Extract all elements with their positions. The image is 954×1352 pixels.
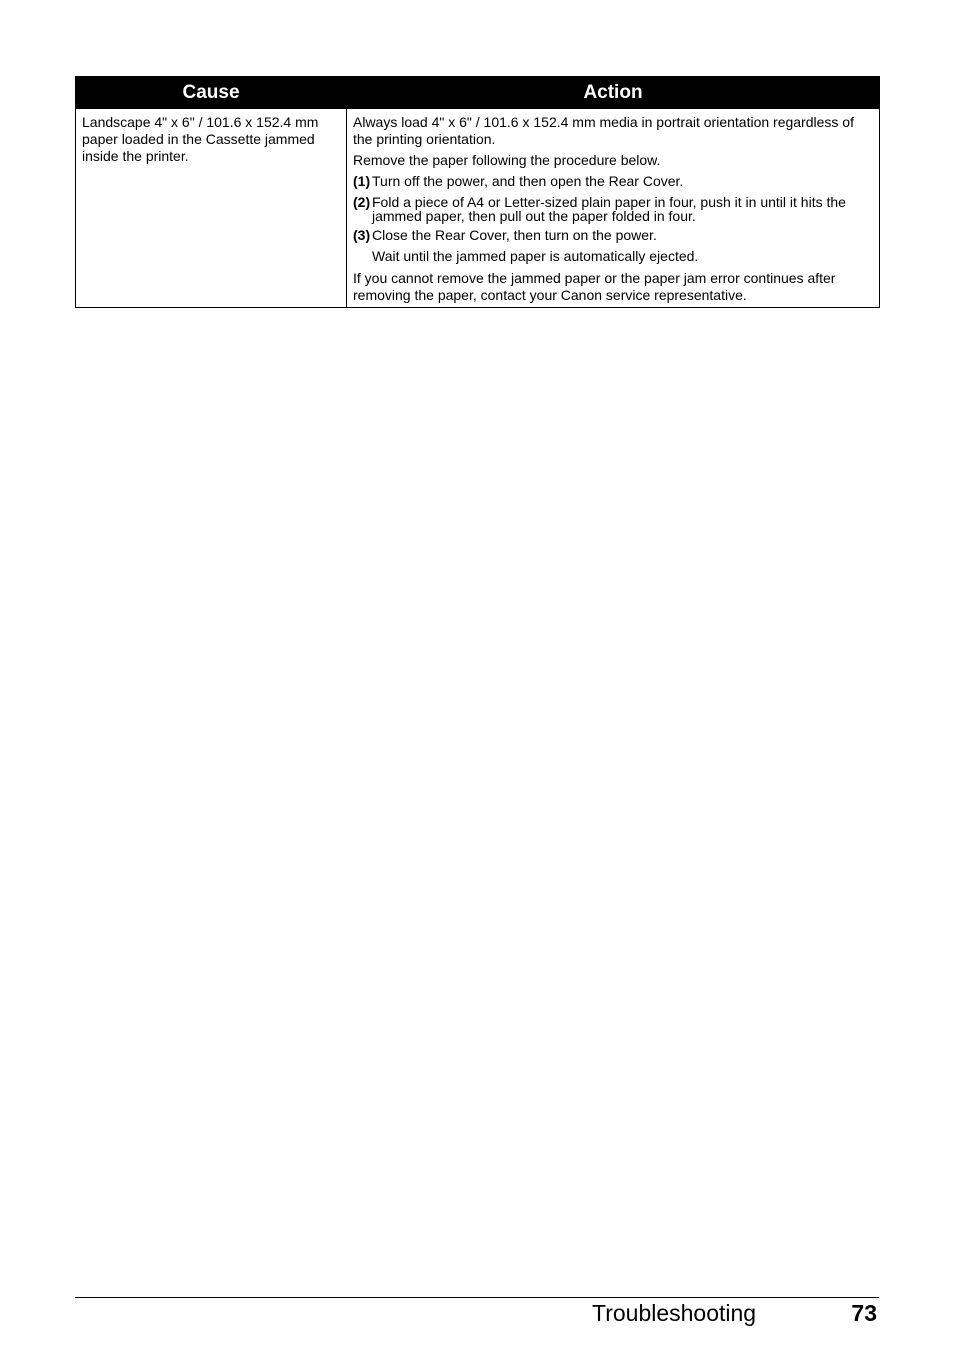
cause-cell: Landscape 4" x 6" / 101.6 x 152.4 mm paper loaded in the Cassette jammed inside the printer. [76,109,347,308]
action-outro: If you cannot remove the jammed paper or the paper jam error continues after removing the paper, contact your Canon service representative. [353,270,836,303]
step-1-number: (1) [353,173,371,189]
step-3-text: Close the Rear Cover, then turn on the power. [372,227,657,243]
action-cell [347,109,880,308]
footer-section-title: Troubleshooting [592,1300,757,1326]
step-1-text: Turn off the power, and then open the Rear Cover. [372,173,684,189]
table-header-row [76,77,880,109]
action-header: Action [347,77,880,109]
cause-action-table [75,76,880,308]
step-3-note: Wait until the jammed paper is automatically ejected. [372,248,699,264]
action-intro-1: Always load 4" x 6" / 101.6 x 152.4 mm media in portrait orientation regardless of the printing orientation. [353,114,854,147]
page-number: 73 [851,1300,877,1326]
step-2-text: Fold a piece of A4 or Letter-sized plain paper in four, push it in until it hits the jammed paper, then pull out the paper folded in four. [372,194,846,224]
step-2 [353,194,873,223]
step-3-number: (3) [353,227,371,243]
step-3 [353,227,873,244]
action-intro-2: Remove the paper following the procedure below. [353,152,661,168]
step-1 [353,173,873,190]
footer-divider [75,1297,879,1298]
cause-header: Cause [76,77,347,109]
step-2-number: (2) [353,194,371,210]
table-row [76,109,880,308]
